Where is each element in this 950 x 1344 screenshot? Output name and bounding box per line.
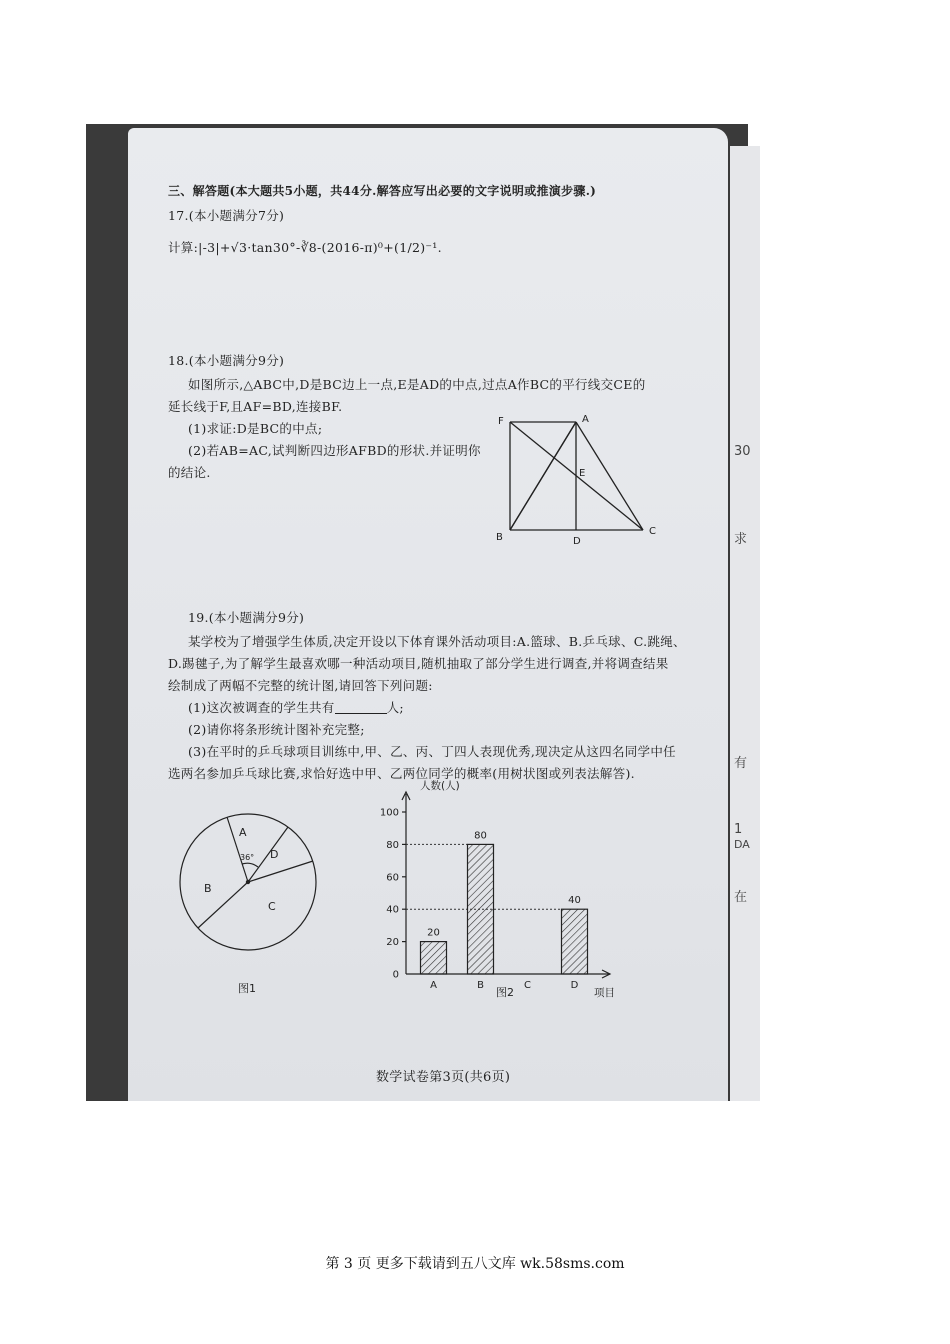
bar-value-label: 40 <box>568 895 581 907</box>
q19-part3-cont: 选两名参加乒乓球比赛,求恰好选中甲、乙两位同学的概率(用树状图或列表法解答). <box>168 766 635 781</box>
exam-photo <box>86 124 751 1101</box>
sector-label-A: A <box>239 826 247 839</box>
margin-fragment: 在 <box>734 890 748 905</box>
bar <box>468 844 494 974</box>
bar <box>562 909 588 974</box>
x-axis-label: 项目 <box>594 987 615 999</box>
q19-part3: (3)在平时的乒乓球项目训练中,甲、乙、丙、丁四人表现优秀,现决定从这四名同学中任 <box>188 744 676 759</box>
q19-part2: (2)请你将条形统计图补充完整; <box>188 722 365 737</box>
sector-label-C: C <box>268 900 276 913</box>
point-label-F: F <box>498 416 504 427</box>
q18-geometry-figure <box>488 412 668 546</box>
y-tick-label: 20 <box>386 937 399 949</box>
q18-header: 18.(本小题满分9分) <box>168 353 285 368</box>
margin-fragment: 求 <box>734 532 748 547</box>
y-tick-label: 40 <box>386 904 399 916</box>
fig1-caption: 图1 <box>238 982 256 995</box>
q19-part1 <box>188 698 404 716</box>
exam-paper <box>128 128 728 1101</box>
y-tick-label: 0 <box>392 969 399 981</box>
x-tick-label: B <box>477 980 484 991</box>
margin-fragment: DA <box>734 838 750 851</box>
point-label-A: A <box>582 414 589 425</box>
point-label-D: D <box>573 536 581 547</box>
fig2-caption: 图2 <box>496 986 514 999</box>
sector-label-D: D <box>270 848 279 861</box>
q19-part1-text: (1)这次被调查的学生共有 <box>188 700 335 715</box>
adjacent-page-edge <box>730 146 760 1101</box>
angle-label: 36° <box>240 853 255 862</box>
paper-page-number: 数学试卷第3页(共6页) <box>376 1070 511 1085</box>
point-label-C: C <box>649 526 656 537</box>
bar-value-label: 20 <box>427 927 440 939</box>
fig1-pie-chart <box>176 806 326 996</box>
q18-part2-cont: 的结论. <box>168 465 211 480</box>
q17-expression: 计算:|-3|+√3·tan30°-∛8-(2016-π)⁰+(1/2)⁻¹. <box>168 240 442 255</box>
x-tick-label: D <box>570 980 579 991</box>
q18-text-line: 如图所示,△ABC中,D是BC边上一点,E是AD的中点,过点A作BC的平行线交CE的 <box>188 377 646 392</box>
q19-text-line: 某学校为了增强学生体质,决定开设以下体育课外活动项目:A.篮球、B.乒乓球、C.跳绳、 <box>188 634 686 649</box>
q17-header: 17.(本小题满分7分) <box>168 208 285 223</box>
q18-part2: (2)若AB=AC,试判断四边形AFBD的形状.并证明你 <box>188 443 481 458</box>
y-axis-label: 人数(人) <box>420 780 460 792</box>
margin-fragment: 1 <box>734 822 743 837</box>
q19-text-line: 绘制成了两幅不完整的统计图,请回答下列问题: <box>168 678 433 693</box>
q19-text-line: D.踢毽子,为了解学生最喜欢哪一种活动项目,随机抽取了部分学生进行调查,并将调查结果 <box>168 656 669 671</box>
answer-blank <box>335 701 387 714</box>
y-tick-label: 60 <box>386 872 399 884</box>
x-tick-label: A <box>430 980 437 991</box>
point-label-B: B <box>496 532 503 543</box>
bar-value-label: 80 <box>474 830 487 842</box>
y-tick-label: 80 <box>386 839 399 851</box>
x-tick-label: C <box>524 980 531 991</box>
q19-header: 19.(本小题满分9分) <box>188 610 305 625</box>
fig2-bar-chart <box>348 778 628 1008</box>
q19-part1-unit: 人; <box>386 700 404 715</box>
y-tick-label: 100 <box>379 807 399 819</box>
section-heading: 三、解答题(本大题共5小题，共44分.解答应写出必要的文字说明或推演步骤.) <box>168 184 597 198</box>
q18-part1: (1)求证:D是BC的中点; <box>188 421 323 436</box>
document-footer: 第 3 页 更多下载请到五八文库 wk.58sms.com <box>325 1256 625 1272</box>
margin-fragment: 有 <box>734 756 748 771</box>
q18-text-line: 延长线于F,且AF=BD,连接BF. <box>168 399 343 414</box>
margin-fragment: 30 <box>734 444 751 459</box>
sector-label-B: B <box>204 882 212 895</box>
bar <box>421 942 447 974</box>
point-label-E: E <box>579 468 586 479</box>
